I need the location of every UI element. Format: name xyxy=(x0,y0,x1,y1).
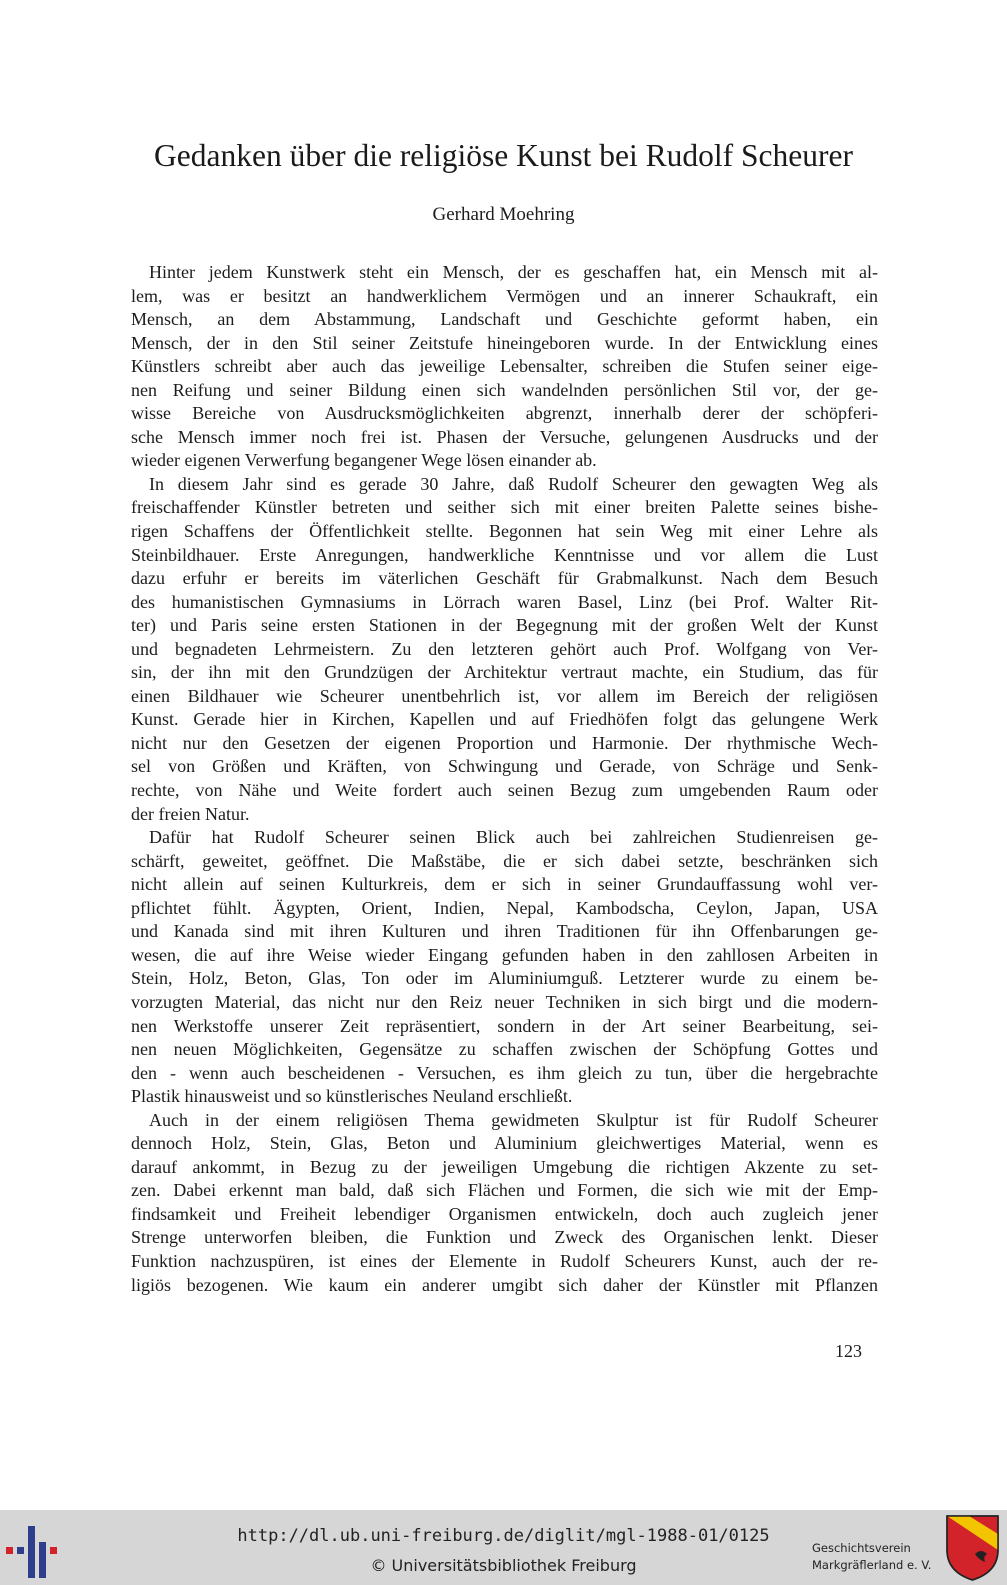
text-line: und Kanada sind mit ihren Kulturen und ihren Traditionen für ihn Offenbarungen ge- xyxy=(131,921,878,942)
text-line: Hinter jedem Kunstwerk steht ein Mensch, der es geschaffen hat, ein Mensch mit al- xyxy=(149,262,878,282)
text-line: nen neuen Möglichkeiten, Gegensätze zu schaffen zwischen der Schöpfung Gottes und xyxy=(131,1039,878,1060)
footer-url-link[interactable]: http://dl.ub.uni-freiburg.de/diglit/mgl-1988-01/0125 xyxy=(237,1526,770,1546)
text-line: und begnadeten Lehrmeistern. Zu den letzteren gehört auch Prof. Wolfgang von Ver- xyxy=(131,638,878,659)
page-number: 123 xyxy=(835,1341,862,1361)
text-line: In diesem Jahr sind es gerade 30 Jahre, daß Rudolf Scheurer den gewagten Weg als xyxy=(149,473,878,494)
text-line: nen Reifung und seiner Bildung einen sich wandelnden persönlichen Stil vor, der ge- xyxy=(131,379,878,400)
text-line: Steinbildhauer. Erste Anregungen, handwerkliche Kenntnisse und vor allem die Lust xyxy=(131,544,878,565)
text-line: Funktion nachzuspüren, ist eines der Elemente in Rudolf Scheurers Kunst, auch der re- xyxy=(131,1250,878,1271)
text-line: sin, der ihn mit den Grundzügen der Architektur vertraut machte, ein Studium, das für xyxy=(131,662,878,683)
text-line: Strenge unterworfen bleiben, die Funktion und Zweck des Organischen lenkt. Dieser xyxy=(131,1227,878,1248)
society-name xyxy=(812,1540,932,1574)
text-line: sche Mensch immer noch frei ist. Phasen der Versuche, gelungenen Ausdrucks und der xyxy=(131,426,878,447)
text-line: dazu erfuhr er bereits im väterlichen Geschäft für Grabmalkunst. Nach dem Besuch xyxy=(131,568,878,589)
text-line: lem, was er besitzt an handwerklichem Vermögen und an innerer Schaukraft, ein xyxy=(131,285,878,306)
text-line: darauf ankommt, in Bezug zu der jeweiligen Umgebung die richtigen Akzente zu set- xyxy=(131,1156,878,1177)
text-line: wesen, die auf ihre Weise wieder Eingang gefunden haben in den zahllosen Arbeiten in xyxy=(131,944,878,965)
text-line: Künstlers schreibt aber auch das jeweilige Lebensalter, schreiben die Stufen seiner eige- xyxy=(131,356,878,377)
text-line: sel von Größen und Kräften, von Schwingung und Gerade, von Schräge und Senk- xyxy=(131,756,878,777)
text-line: Mensch, an dem Abstammung, Landschaft und Geschichte geformt haben, ein xyxy=(131,309,878,330)
text-line: des humanistischen Gymnasiums in Lörrach waren Basel, Linz (bei Prof. Walter Rit- xyxy=(131,591,878,612)
text-line: nicht allein auf seinen Kulturkreis, dem er sich in seiner Grundauffassung wohl ver- xyxy=(131,874,878,895)
text-line: Stein, Holz, Beton, Glas, Ton oder im Aluminiumguß. Letzterer wurde zu einem be- xyxy=(131,968,878,989)
footer-copyright: © Universitätsbibliothek Freiburg xyxy=(370,1556,637,1575)
author-name: Gerhard Moehring xyxy=(432,204,575,225)
text-line: findsamkeit und Freiheit lebendiger Organismen entwickeln, doch auch zugleich jener xyxy=(131,1203,878,1224)
page-title: Gedanken über die religiöse Kunst bei Rudolf Scheurer xyxy=(154,138,853,173)
text-line: rigen Schaffens der Öffentlichkeit stellte. Begonnen hat sein Weg mit einer Lehre als xyxy=(131,521,878,542)
society-name-line: Geschichtsverein xyxy=(812,1541,911,1555)
text-line: wisse Bereiche von Ausdrucksmöglichkeiten abgrenzt, innerhalb derer der schöpferi- xyxy=(131,403,878,424)
text-line: wieder eigenen Verwerfung begangener Wege lösen einander ab. xyxy=(131,450,597,471)
text-line: der freien Natur. xyxy=(131,803,250,824)
article-body xyxy=(131,261,878,1297)
text-line: einen Bildhauer wie Scheurer unentbehrlich ist, vor allem im Bereich der religiösen xyxy=(131,685,878,706)
text-line: dennoch Holz, Stein, Glas, Beton und Aluminium gleichwertiges Material, wenn es xyxy=(131,1133,878,1154)
text-line: freischaffender Künstler betreten und seither sich mit einer breiten Palette seines bishe- xyxy=(131,497,878,518)
text-line: Mensch, der in den Stil seiner Zeitstufe hineingeboren wurde. In der Entwicklung eines xyxy=(131,332,878,353)
text-line: zen. Dabei erkennt man bald, daß sich Flächen und Formen, die sich wie mit der Emp- xyxy=(131,1180,878,1201)
society-name-line: Markgräflerland e. V. xyxy=(812,1558,932,1572)
text-line: ter) und Paris seine ersten Stationen in der Begegnung mit der großen Welt der Kunst xyxy=(131,615,878,636)
text-line: ligiös bezogenen. Wie kaum ein anderer umgibt sich daher der Künstler mit Pflanzen xyxy=(131,1274,878,1295)
text-line: nen Werkstoffe unserer Zeit repräsentiert, sondern in der Art seiner Bearbeitung, sei- xyxy=(131,1015,878,1036)
text-line: Kunst. Gerade hier in Kirchen, Kapellen und auf Friedhöfen folgt das gelungene Werk xyxy=(131,709,878,730)
text-line: vorzugten Material, das nicht nur den Reiz neuer Techniken in sich birgt und die modern- xyxy=(131,991,878,1012)
text-line: pflichtet fühlt. Ägypten, Orient, Indien, Nepal, Kambodscha, Ceylon, Japan, USA xyxy=(131,897,878,918)
text-line: den - wenn auch bescheidenen - Versuchen, es ihm gleich zu tun, über die hergebrachte xyxy=(131,1062,878,1083)
text-line: rechte, von Nähe und Weite fordert auch seinen Bezug zum umgebenden Raum oder xyxy=(131,780,878,801)
footer-bar xyxy=(0,1510,1007,1585)
coat-of-arms-icon xyxy=(945,1514,1000,1582)
text-line: schärft, geweitet, geöffnet. Die Maßstäbe, die er sich dabei setzte, beschränken sich xyxy=(131,850,878,871)
text-line: Plastik hinausweist und so künstlerisches Neuland erschließt. xyxy=(131,1086,573,1107)
text-line: Dafür hat Rudolf Scheurer seinen Blick auch bei zahlreichen Studienreisen ge- xyxy=(149,827,878,848)
text-line: nicht nur den Gesetzen der eigenen Proportion und Harmonie. Der rhythmische Wech- xyxy=(131,732,878,753)
text-line: Auch in der einem religiösen Thema gewidmeten Skulptur ist für Rudolf Scheurer xyxy=(149,1109,878,1130)
